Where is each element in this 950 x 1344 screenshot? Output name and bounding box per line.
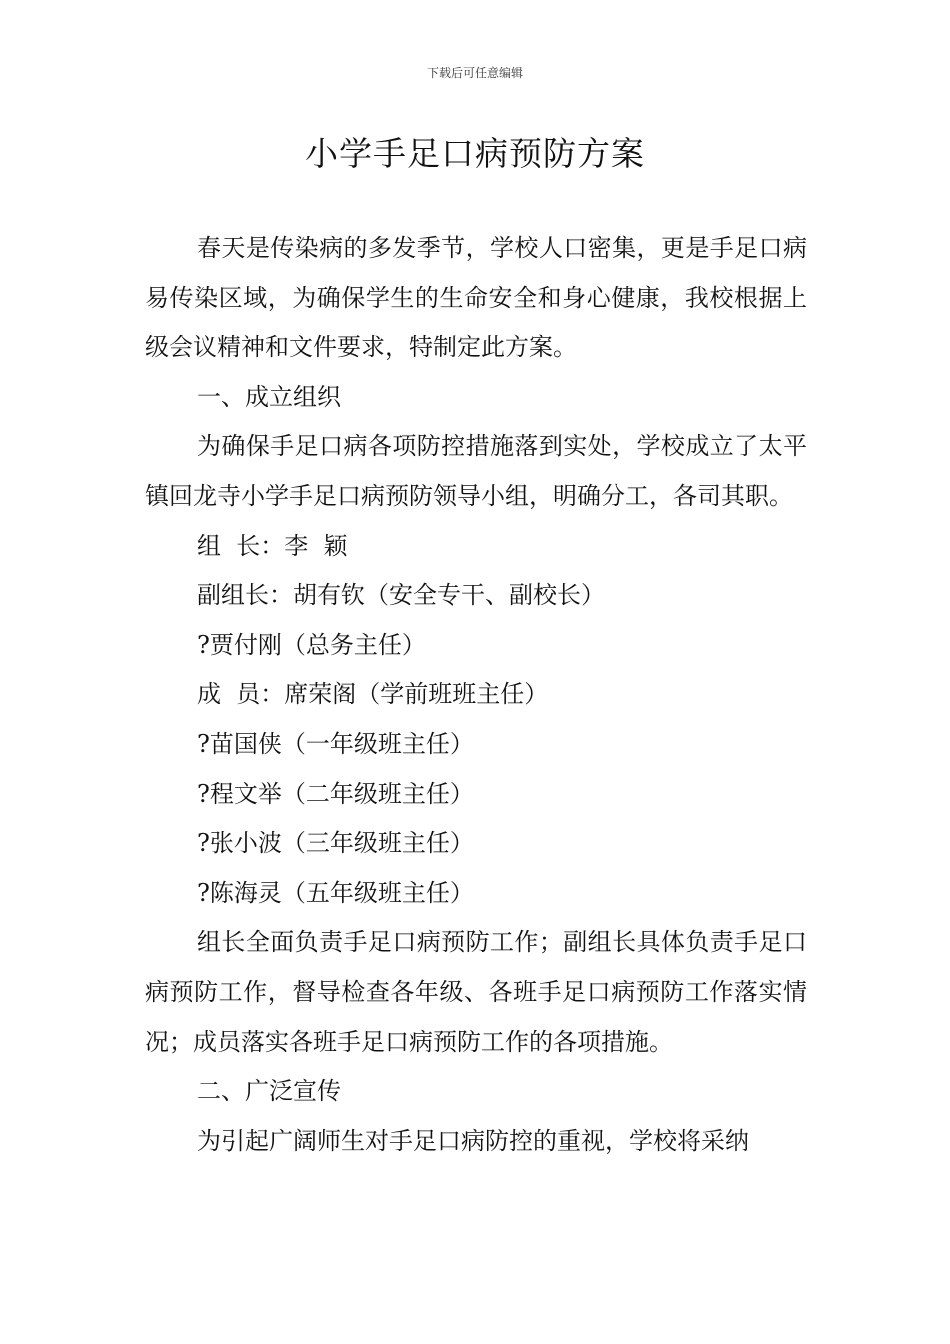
section-1-heading: 一、成立组织 bbox=[197, 382, 341, 411]
roster-line-leader: 组 长：李 颖 bbox=[197, 531, 348, 560]
roster-line-deputy-2: ?贾付刚（总务主任） bbox=[197, 630, 426, 659]
roster-line-member-2: ?苗国侠（一年级班主任） bbox=[197, 729, 474, 758]
download-note: 下载后可任意编辑 bbox=[426, 66, 523, 80]
section-2-paragraph: 为引起广阔师生对手足口病防控的重视，学校将采纳 bbox=[197, 1126, 749, 1155]
document-body bbox=[145, 224, 807, 1166]
document-title: 小学手足口病预防方案 bbox=[305, 134, 645, 173]
roster-line-deputy: 副组长：胡有钦（安全专干、副校长） bbox=[197, 581, 605, 610]
section-2-heading: 二、广泛宣传 bbox=[197, 1077, 341, 1106]
roster-line-member-4: ?张小波（三年级班主任） bbox=[197, 829, 474, 858]
section-1-paragraph: 为确保手足口病各项防控措施落到实处，学校成立了太平镇回龙寺小学手足口病预防领导小组，明确分工，各司其职。 bbox=[145, 432, 807, 510]
roster-line-members: 成 员：席荣阁（学前班班主任） bbox=[197, 680, 549, 709]
intro-paragraph: 春天是传染病的多发季节，学校人口密集，更是手足口病易传染区域，为确保学生的生命安全和身心健康，我校根据上级会议精神和文件要求，特制定此方案。 bbox=[145, 234, 807, 362]
duties-paragraph: 组长全面负责手足口病预防工作；副组长具体负责手足口病预防工作，督导检查各年级、各班手足口病预防工作落实情况；成员落实各班手足口病预防工作的各项措施。 bbox=[145, 928, 807, 1056]
roster-line-member-5: ?陈海灵（五年级班主任） bbox=[197, 878, 474, 907]
roster-line-member-3: ?程文举（二年级班主任） bbox=[197, 779, 474, 808]
